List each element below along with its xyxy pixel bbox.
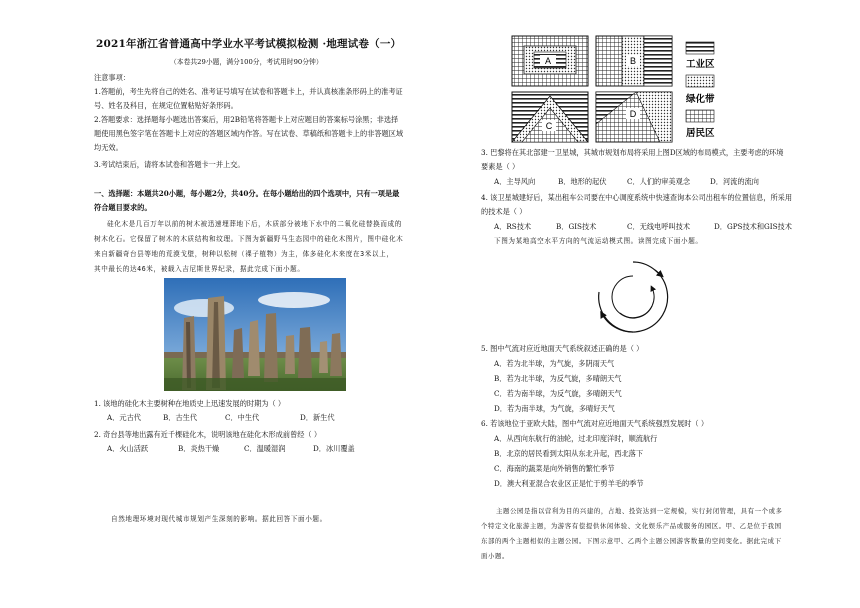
- q5-option-b[interactable]: B．若为北半球，为反气旋，多晴朗天气: [494, 374, 622, 383]
- legend-label-greenbelt: 绿化带: [686, 94, 715, 105]
- q1-option-d[interactable]: D．新生代: [300, 413, 335, 422]
- q2-option-c[interactable]: C．温暖湿润: [244, 444, 286, 453]
- left-footer-text: 自然地理环境对现代城市规划产生深刻的影响。据此回答下面小题。: [111, 515, 327, 523]
- legend-label-residential: 居民区: [686, 128, 715, 139]
- panel-label-b: B: [629, 56, 637, 66]
- passage-line: 其中最长的达46米，被载入吉尼斯世界纪录，据此完成下面小题。: [94, 265, 305, 273]
- q1-option-b[interactable]: B．古生代: [163, 413, 198, 422]
- legend-label-industrial: 工业区: [686, 59, 715, 70]
- airflow-spiral-diagram: [594, 258, 672, 336]
- section-heading: 一、选择题：本题共20小题，每小题2分，共40分。在每小题给出的四个选项中，只有一项是最: [94, 189, 400, 198]
- q6-option-a[interactable]: A．从西向东航行的油轮，过北印度洋时，顺流航行: [494, 434, 658, 443]
- q6-stem: 6. 若该地位于亚欧大陆，图中气流对应近地面天气系统强烈发展时（ ）: [481, 419, 709, 428]
- q3-option-c[interactable]: C．人们的审美观念: [627, 177, 691, 186]
- notes-item: 题使用黑色签字笔在答题卡上对应的答题区域内作答。写在试卷、草稿纸和答题卡上的非答题区域: [94, 129, 404, 138]
- page-subtitle: （本卷共29小题，满分100分，考试用时90分钟）: [170, 58, 323, 66]
- right-footer-line: 东部的两个主题相似的主题公园。下图示意甲、乙两个主题公园游客数量的空间变化。据此完成下: [481, 537, 782, 545]
- q2-option-a[interactable]: A．火山活跃: [107, 444, 149, 453]
- right-footer-line: 个特定文化旅游主题，为游客有偿提供休闲体验、文化娱乐产品或服务的园区。甲、乙是位于我国: [481, 522, 782, 530]
- swirl-intro: 下图为某地高空水平方向的气流运动模式图。读图完成下面小题。: [494, 237, 703, 245]
- right-footer-line: 主题公园是指以营利为目的兴建的，占地、投资达到一定规模，实行封闭管理，具有一个或多: [496, 507, 783, 515]
- passage-line: 硅化木是几百万年以前的树木被迅速埋葬地下后，木质部分被地下水中的二氧化硅替换而成的: [107, 220, 402, 228]
- q2-option-b[interactable]: B．炎热干燥: [178, 444, 220, 453]
- petrified-wood-photo: [164, 278, 346, 391]
- q2-option-d[interactable]: D．冰川覆盖: [313, 444, 355, 453]
- q1-stem: 1. 该地的硅化木主要树种在地质史上迅速发展的时期为（ ）: [94, 399, 286, 408]
- q2-stem: 2. 奇台县等地出露有近千棵硅化木，说明该地在硅化木形成前曾经（ ）: [94, 430, 322, 439]
- q4-stem-cont: 的技术是（ ）: [481, 207, 527, 216]
- panel-label-a: A: [544, 56, 552, 66]
- notes-item: 号、姓名及科目，在规定位置粘贴好条形码。: [94, 101, 238, 110]
- q5-option-a[interactable]: A．若为北半球，为气旋，多阴雨天气: [494, 359, 615, 368]
- page-title: 2021年浙江省普通高中学业水平考试模拟检测 ·地理试卷（一）: [96, 38, 402, 50]
- q4-option-b[interactable]: B．GIS技术: [556, 222, 597, 231]
- q3-option-a[interactable]: A．主导风向: [494, 177, 536, 186]
- notes-item: 均无效。: [94, 143, 123, 152]
- q3-option-b[interactable]: B．地形的起伏: [558, 177, 607, 186]
- right-footer-line: 面小题。: [481, 552, 509, 560]
- notes-item: 1.答题前，考生先将自己的姓名、准考证号填写在试卷和答题卡上，并认真核准条形码上的准考证: [94, 87, 403, 96]
- notes-item: 3.考试结束后，请将本试卷和答题卡一并上交。: [94, 160, 245, 169]
- panel-label-c: C: [545, 121, 553, 131]
- q3-stem-cont: 要素是（ ）: [481, 162, 520, 171]
- notes-heading: 注意事项：: [94, 73, 130, 82]
- notes-item: 2.答题要求：选择题每小题选出答案后，用2B铅笔将答题卡上对应题目的答案标号涂黑；非选择: [94, 115, 399, 124]
- q4-option-c[interactable]: C．无线电呼叫技术: [627, 222, 691, 231]
- q1-option-c[interactable]: C．中生代: [225, 413, 260, 422]
- q1-option-a[interactable]: A．元古代: [107, 413, 141, 422]
- q4-stem: 4. 该卫星城建好后，某出租车公司要在中心调度系统中快速查询本公司出租车的位置信息，所采用: [481, 193, 793, 202]
- q6-option-c[interactable]: C．海南的蔬菜是向外销售的繁忙季节: [494, 464, 615, 473]
- q4-option-a[interactable]: A．RS技术: [494, 222, 532, 231]
- section-heading-cont: 符合题目要求的。: [94, 203, 152, 212]
- q5-stem: 5. 图中气流对应近地面天气系统叙述正确的是（ ）: [481, 344, 644, 353]
- legend-swatch-industrial: [686, 42, 714, 54]
- panel-c: [512, 92, 588, 142]
- q3-stem: 3. 巴黎将在其北部建一卫星城，其城市规划布局将采用上图D区域的布局模式，主要考虑的环境: [481, 148, 784, 157]
- q5-option-d[interactable]: D．若为南半球，为气旋，多晴好天气: [494, 404, 615, 413]
- passage-line: 树木化石。它保留了树木的木质结构和纹理。下图为新疆野马生态园中的硅化木图片，图中硅化木: [94, 235, 404, 243]
- q4-option-d[interactable]: D．GPS技术和GIS技术: [714, 222, 792, 231]
- legend-swatch-residential: [686, 110, 714, 122]
- q3-option-d[interactable]: D．河流的流向: [710, 177, 759, 186]
- legend-swatch-greenbelt: [686, 75, 714, 87]
- city-layout-diagram: [510, 34, 740, 144]
- q6-option-d[interactable]: D．澳大利亚混合农业区正是忙于剪羊毛的季节: [494, 479, 644, 488]
- q6-option-b[interactable]: B．北京的居民看到太阳从东北升起，西北落下: [494, 449, 644, 458]
- panel-label-d: D: [629, 109, 637, 119]
- q5-option-c[interactable]: C．若为南半球，为反气旋，多晴朗天气: [494, 389, 622, 398]
- passage-line: 来自新疆奇台县等地的荒漠戈壁，树种以松树（裸子植物）为主，体多硅化木来度在3米以上，: [94, 250, 394, 258]
